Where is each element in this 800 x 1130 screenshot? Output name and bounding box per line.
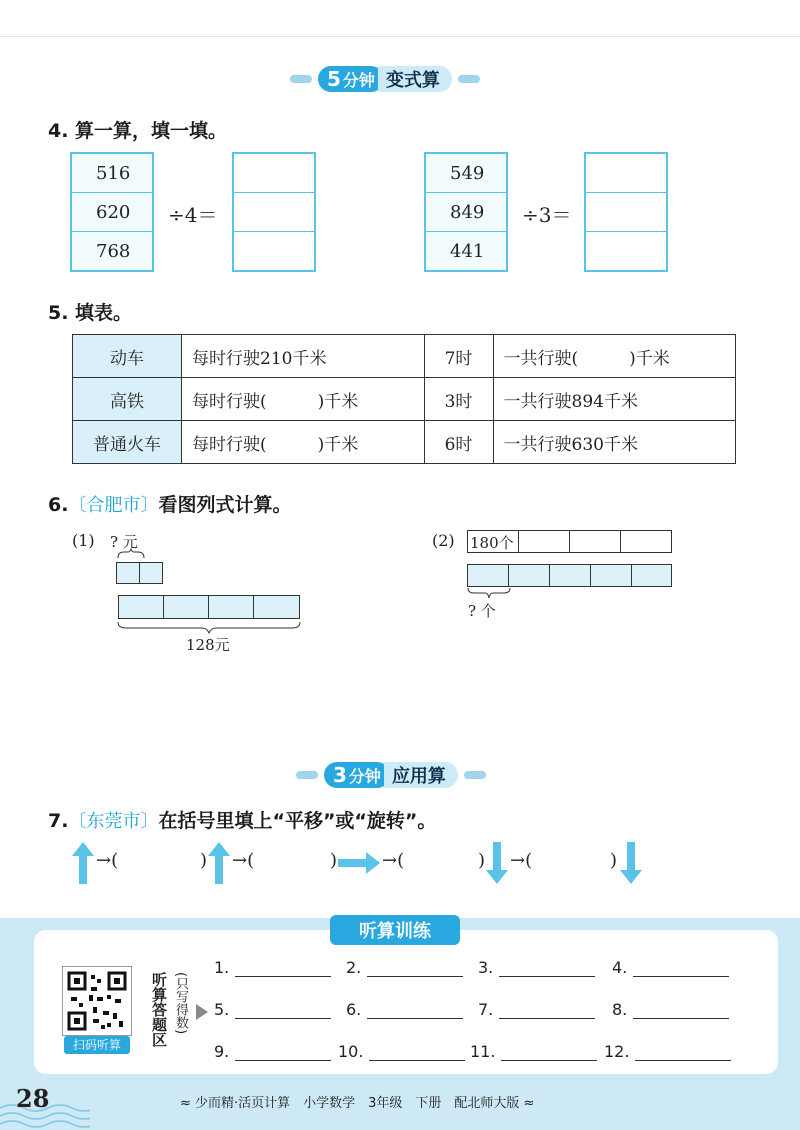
- q7-tag: 〔东莞市〕: [68, 811, 159, 832]
- qr-code[interactable]: [62, 966, 132, 1036]
- answer-line[interactable]: [499, 962, 595, 977]
- q6-part2-top-bar-3: [569, 530, 621, 553]
- q4-left-numbers: [70, 152, 154, 272]
- q6-part1-total: 128元: [186, 636, 230, 654]
- q5-cell: 一共行驶894千米: [493, 378, 736, 421]
- answer-line[interactable]: [499, 1004, 595, 1019]
- q5-cell: 高铁: [73, 378, 182, 421]
- answer-number: 11.: [470, 1042, 496, 1061]
- answer-blank-12[interactable]: [604, 1042, 731, 1061]
- q4-left-operator: ÷4＝: [168, 203, 218, 227]
- answer-number: 10.: [338, 1042, 364, 1061]
- q6-part1-bottom-brace: [116, 620, 302, 634]
- footer-text: ≈ 少而精·活页计算 小学数学 3年级 下册 配北师大版 ≈: [180, 1096, 535, 1111]
- q6-number: 6.: [48, 494, 69, 516]
- q4-right-answers[interactable]: [584, 152, 668, 272]
- q4-left-answer-2[interactable]: [234, 192, 314, 231]
- banner-dash-left: [290, 75, 312, 83]
- q6-text: 看图列式计算。: [158, 494, 292, 516]
- q4-right-operator: ÷3＝: [522, 203, 572, 227]
- q6-part1-small-bar-1: [116, 562, 140, 584]
- q7-sep-2: →(: [232, 850, 255, 871]
- q6-part1-question: ? 元: [110, 533, 138, 551]
- q4-right-answer-3[interactable]: [586, 231, 666, 270]
- q6-part1-small-bar-2: [139, 562, 163, 584]
- answer-line[interactable]: [633, 962, 729, 977]
- banner-unit: 分钟: [342, 70, 375, 90]
- qr-pattern-icon: [63, 967, 131, 1035]
- q5-cell: 3时: [424, 378, 493, 421]
- down-arrow-icon: [486, 842, 508, 884]
- q7-sep-4: →(: [510, 850, 533, 871]
- q5-cell: 6时: [424, 421, 493, 464]
- q6-part1-label: (1): [72, 531, 95, 550]
- table-row: [73, 335, 736, 378]
- answer-blank-6[interactable]: [346, 1000, 463, 1019]
- q7-close-3[interactable]: ): [478, 850, 486, 871]
- answer-line[interactable]: [235, 962, 331, 977]
- q4-left-number-1: 516: [96, 162, 131, 184]
- answer-number: 4.: [612, 958, 628, 977]
- banner-title: 应用算: [384, 762, 458, 788]
- q6-title: [48, 490, 291, 517]
- q6-part2-first: 180个: [470, 534, 514, 552]
- q6-part2-bottom-bar-5: [631, 564, 672, 587]
- q6-part1-long-bar-1: [118, 595, 164, 619]
- q6-part2-top-bar-2: [518, 530, 570, 553]
- answer-line[interactable]: [369, 1046, 465, 1061]
- q5-cell: 一共行驶( )千米: [493, 335, 736, 378]
- banner-minutes: 5: [327, 67, 341, 91]
- banner-time-pill: [324, 762, 390, 788]
- answer-blank-2[interactable]: [346, 958, 463, 977]
- q5-cell: 每时行驶( )千米: [182, 378, 425, 421]
- q4-right-number-3: 441: [426, 231, 506, 270]
- answer-number: 2.: [346, 958, 362, 977]
- right-arrow-icon: [338, 852, 380, 874]
- listen-label-sub: (只写得数): [173, 972, 188, 1035]
- q4-left-answers[interactable]: [232, 152, 316, 272]
- q5-title: 5. 填表。: [48, 302, 133, 324]
- answer-line[interactable]: [235, 1004, 331, 1019]
- qr-caption: 扫码听算: [64, 1036, 130, 1054]
- q4-left-answer-3[interactable]: [234, 231, 314, 270]
- q7-number: 7.: [48, 810, 69, 832]
- listen-label-main: 听算答题区: [150, 972, 168, 1047]
- answer-line[interactable]: [367, 1004, 463, 1019]
- answer-number: 1.: [214, 958, 230, 977]
- q6-part2-bottom-bar-2: [508, 564, 550, 587]
- q6-part2-top-bar-4: [620, 530, 672, 553]
- q4-right-answer-2[interactable]: [586, 192, 666, 231]
- q5-cell: 一共行驶630千米: [493, 421, 736, 464]
- page-number: 28: [16, 1084, 50, 1113]
- down-arrow-icon: [620, 842, 642, 884]
- answer-number: 12.: [604, 1042, 630, 1061]
- banner-dash-right: [464, 771, 486, 779]
- q6-part2-bottom-bar-3: [549, 564, 591, 587]
- q7-text: 在括号里填上“平移”或“旋转”。: [158, 810, 437, 832]
- answer-number: 9.: [214, 1042, 230, 1061]
- q6-part2-bottom-brace: [467, 587, 511, 599]
- answer-blank-1[interactable]: [214, 958, 331, 977]
- answer-line[interactable]: [635, 1046, 731, 1061]
- up-arrow-icon: [72, 842, 94, 884]
- q6-part2-bottom-bar-1: [467, 564, 509, 587]
- q4-right-number-1: 549: [450, 162, 485, 184]
- q6-part2-bottom-bar-4: [590, 564, 632, 587]
- answer-line[interactable]: [633, 1004, 729, 1019]
- answer-number: 3.: [478, 958, 494, 977]
- table-row: [73, 421, 736, 464]
- banner-title: 变式算: [378, 66, 452, 92]
- q6-part1-long-bar-2: [163, 595, 209, 619]
- q4-right-answer-1[interactable]: [586, 154, 666, 192]
- q7-sep-3: →(: [382, 850, 405, 871]
- q5-cell: 每时行驶210千米: [182, 335, 425, 378]
- q6-part2-question: ? 个: [468, 602, 496, 620]
- table-row: [73, 378, 736, 421]
- answer-number: 6.: [346, 1000, 362, 1019]
- q6-part1-long-bar-4: [253, 595, 300, 619]
- q5-cell: 7时: [424, 335, 493, 378]
- q4-left-number-2: 620: [72, 192, 152, 231]
- q4-left-answer-1[interactable]: [234, 154, 314, 192]
- q4-right-number-2: 849: [426, 192, 506, 231]
- top-rule: [0, 36, 800, 37]
- banner-time-pill: [318, 66, 384, 92]
- q6-part2-label: (2): [432, 531, 455, 550]
- answer-blank-5[interactable]: [214, 1000, 331, 1019]
- q5-cell: 每时行驶( )千米: [182, 421, 425, 464]
- q4-right-numbers: [424, 152, 508, 272]
- banner-unit: 分钟: [348, 766, 381, 786]
- answer-number: 7.: [478, 1000, 494, 1019]
- answer-blank-8[interactable]: [612, 1000, 729, 1019]
- q7-close-1[interactable]: ): [200, 850, 208, 871]
- listen-header: 听算训练: [330, 915, 460, 945]
- up-arrow-icon: [208, 842, 230, 884]
- answer-number: 5.: [214, 1000, 230, 1019]
- section-banner-variant: [290, 64, 480, 94]
- q7-close-2[interactable]: ): [330, 850, 338, 871]
- answer-blank-4[interactable]: [612, 958, 729, 977]
- answer-line[interactable]: [367, 962, 463, 977]
- q5-cell: 普通火车: [73, 421, 182, 464]
- q7-close-4[interactable]: ): [610, 850, 618, 871]
- answer-blank-3[interactable]: [478, 958, 595, 977]
- q7-title: [48, 806, 436, 833]
- section-banner-application: [296, 760, 486, 790]
- q7-sep-1: →(: [96, 850, 119, 871]
- q4-title: 4. 算一算，填一填。: [48, 120, 228, 142]
- banner-dash-right: [458, 75, 480, 83]
- banner-dash-left: [296, 771, 318, 779]
- answer-blank-9[interactable]: [214, 1042, 331, 1061]
- q5-cell: 动车: [73, 335, 182, 378]
- answer-line[interactable]: [235, 1046, 331, 1061]
- answer-blank-11[interactable]: [470, 1042, 597, 1061]
- q6-part1-top-brace: [116, 548, 146, 560]
- answer-line[interactable]: [501, 1046, 597, 1061]
- answer-blank-7[interactable]: [478, 1000, 595, 1019]
- banner-minutes: 3: [333, 763, 347, 787]
- answer-blank-10[interactable]: [338, 1042, 465, 1061]
- q4-left-number-3: 768: [72, 231, 152, 270]
- q6-part1-long-bar-3: [208, 595, 254, 619]
- answer-number: 8.: [612, 1000, 628, 1019]
- q6-tag: 〔合肥市〕: [68, 495, 159, 516]
- q5-table: [72, 334, 736, 464]
- play-triangle-icon: [196, 1004, 208, 1020]
